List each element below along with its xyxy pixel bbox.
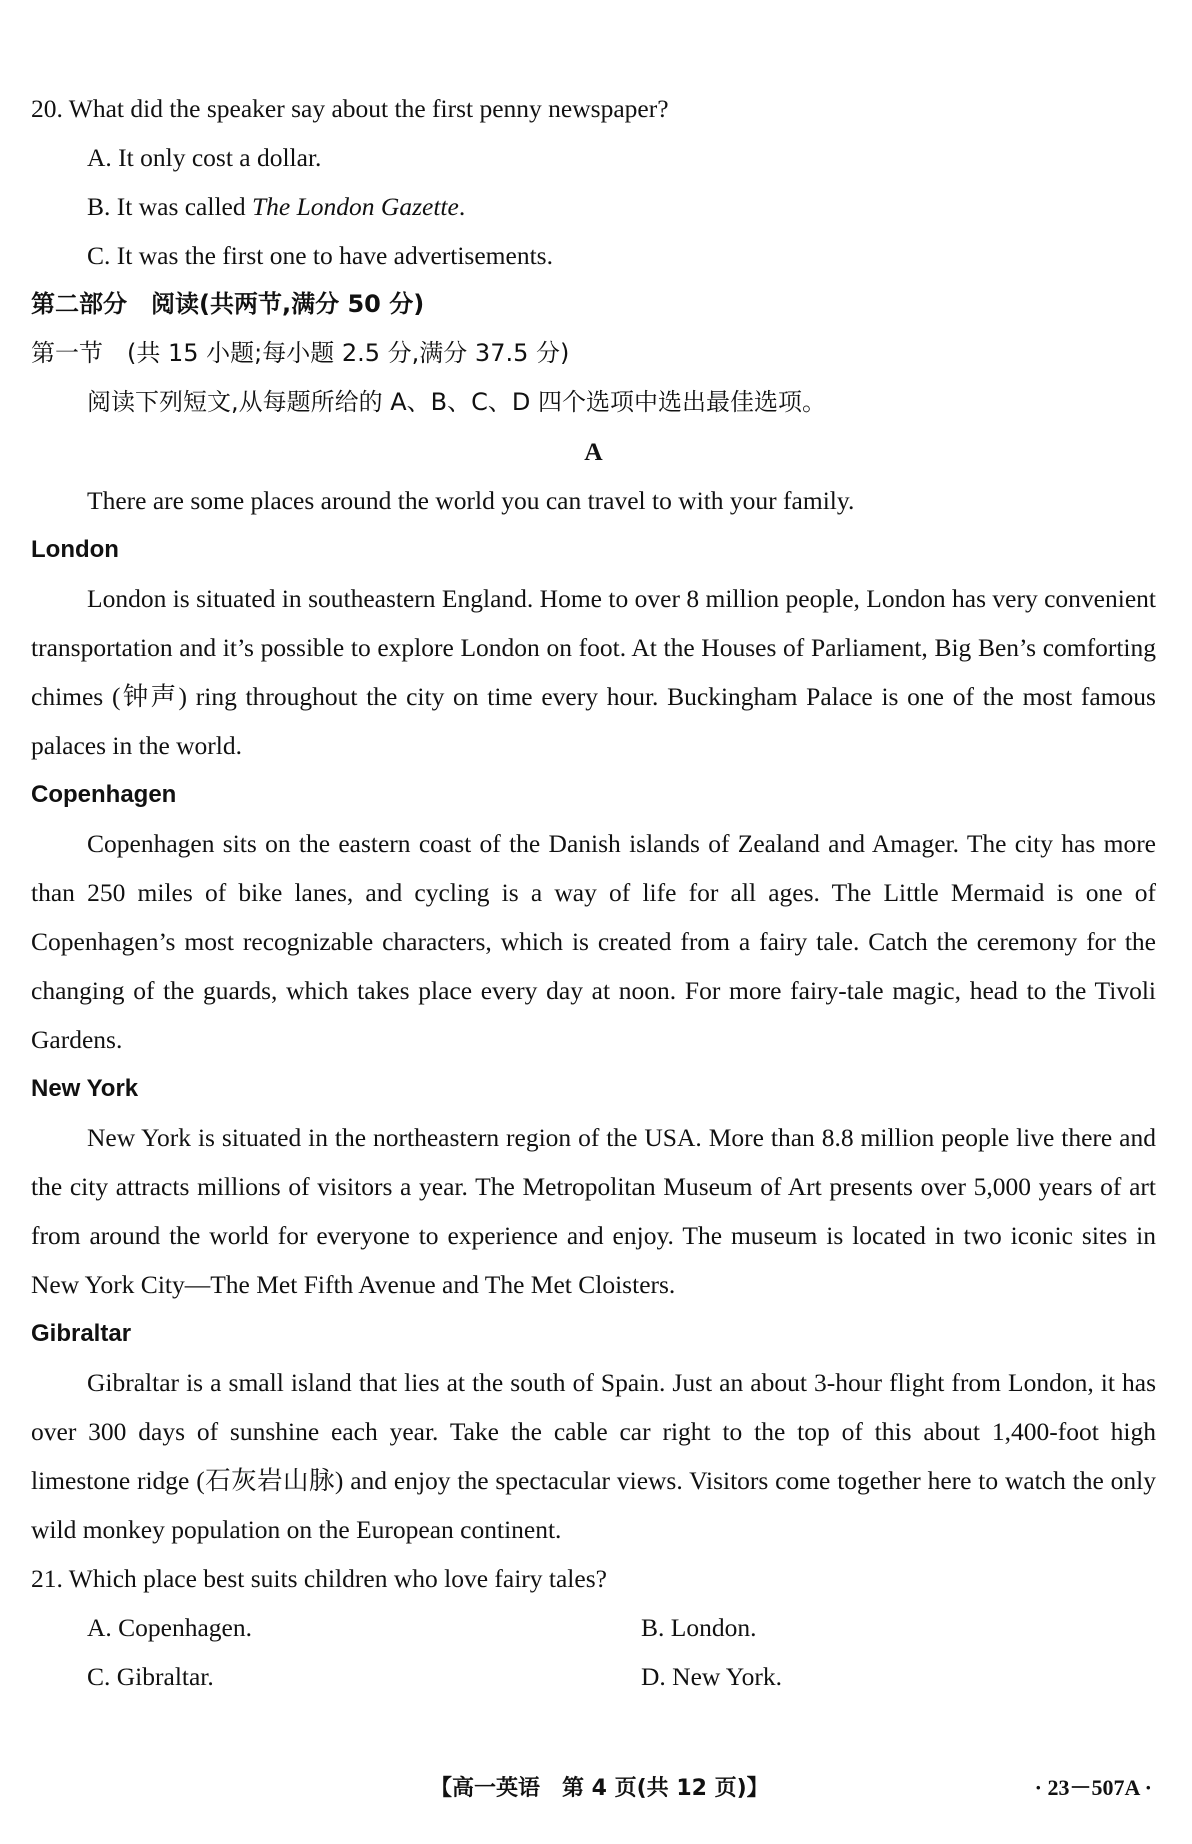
question-21-option-b: B. London. [641, 1613, 757, 1642]
footer-page-info: 【高一英语 第 4 页(共 12 页)】 [430, 1776, 769, 1801]
section-text-gibraltar: Gibraltar is a small island that lies at the south of Spain. Just an about 3-hour flight from London, it has over 300 days of sunshine each year. Take the cable car right to the top of this about 1,400-foot high limestone ridge (石灰岩山脉) and enjoy the spectacular views. Visitors come together here to watch the only wild monkey population on the European continent. [31, 1368, 1156, 1544]
option-b-prefix: B. It was called [87, 192, 252, 221]
section1-title: 第一节 (共 15 小题;每小题 2.5 分,满分 37.5 分) [31, 339, 570, 367]
question-20-option-a: A. It only cost a dollar. [87, 143, 322, 172]
question-20-option-c: C. It was the first one to have advertisements. [87, 241, 553, 270]
question-21-option-d: D. New York. [641, 1662, 782, 1691]
section-heading-london: London [31, 536, 119, 563]
question-21-option-a: A. Copenhagen. [87, 1613, 253, 1642]
option-b-title: The London Gazette [252, 192, 459, 221]
option-b-suffix: . [458, 192, 466, 221]
question-20: 20. What did the speaker say about the first penny newspaper? [31, 94, 669, 123]
footer-code: · 23－507A · [1034, 1775, 1152, 1800]
question-20-option-b [31, 182, 1156, 231]
exam-page [31, 84, 1156, 1701]
passage-label: A [584, 437, 603, 466]
section-heading-copenhagen: Copenhagen [31, 781, 177, 808]
section-text-new-york: New York is situated in the northeastern region of the USA. More than 8.8 million people live there and the city attracts millions of visitors a year. The Metropolitan Museum of Art presents over 5,000 years of art from around the world for everyone to experience and enjoy. The museum is located in two iconic sites in New York City—The Met Fifth Avenue and The Met Cloisters. [31, 1123, 1156, 1299]
question-21: 21. Which place best suits children who love fairy tales? [31, 1564, 607, 1593]
reading-instruction: 阅读下列短文,从每题所给的 A、B、C、D 四个选项中选出最佳选项。 [87, 388, 827, 416]
section-heading-gibraltar: Gibraltar [31, 1320, 132, 1347]
question-21-options-row-1 [31, 1603, 1156, 1652]
part2-title: 第二部分 阅读(共两节,满分 50 分) [31, 290, 425, 318]
question-21-options-row-2 [31, 1652, 1156, 1701]
passage-intro: There are some places around the world you can travel to with your family. [87, 486, 855, 515]
page-footer [0, 1771, 1192, 1811]
question-21-option-c: C. Gibraltar. [87, 1662, 214, 1691]
section-text-london: London is situated in southeastern England. Home to over 8 million people, London has very convenient transportation and it’s possible to explore London on foot. At the Houses of Parliament, Big Ben’s comforting chimes (钟声) ring throughout the city on time every hour. Buckingham Palace is one of the most famous palaces in the world. [31, 584, 1156, 760]
section-heading-new-york: New York [31, 1075, 139, 1102]
section-text-copenhagen: Copenhagen sits on the eastern coast of the Danish islands of Zealand and Amager. The city has more than 250 miles of bike lanes, and cycling is a way of life for all ages. The Little Mermaid is one of Copenhagen’s most recognizable characters, which is created from a fairy tale. Catch the ceremony for the changing of the guards, which takes place every day at noon. For more fairy-tale magic, head to the Tivoli Gardens. [31, 829, 1156, 1054]
